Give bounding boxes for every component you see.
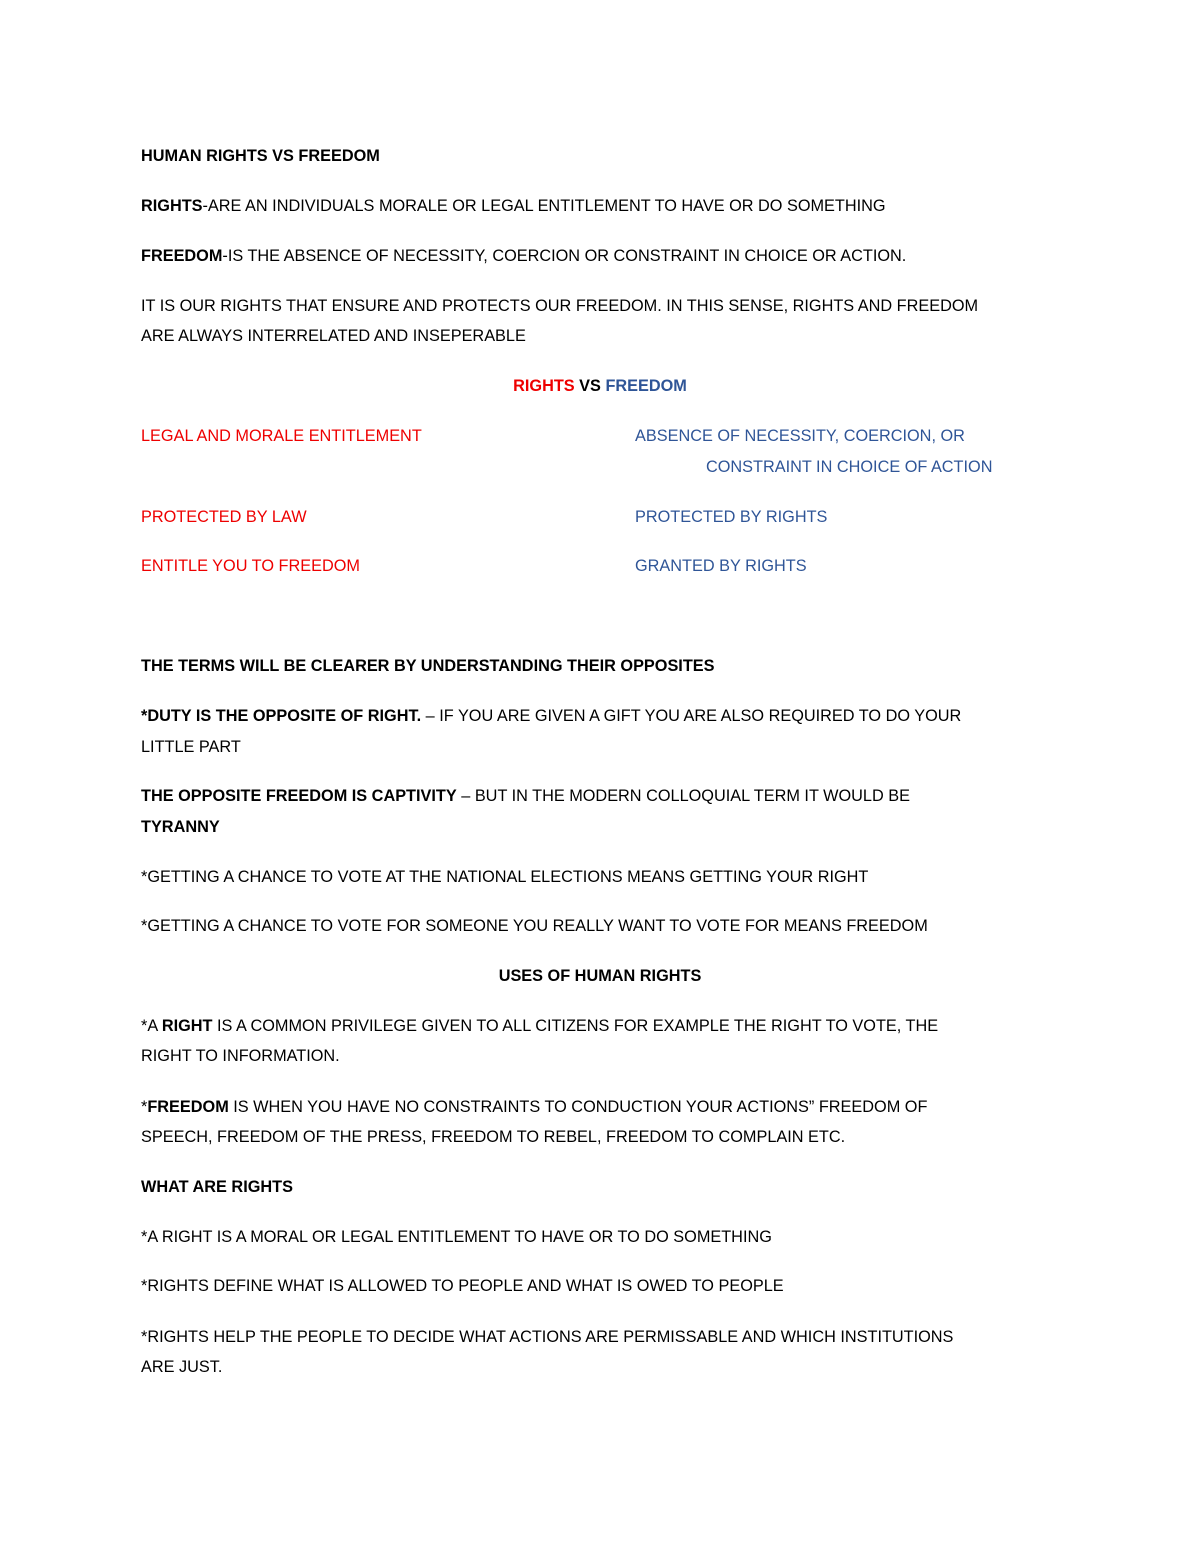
intro-paragraph-line-1: IT IS OUR RIGHTS THAT ENSURE AND PROTECTS OUR FREEDOM. IN THIS SENSE, RIGHTS AND FREEDOM [141, 297, 979, 315]
what-are-rights-item-2: *RIGHTS DEFINE WHAT IS ALLOWED TO PEOPLE AND WHAT IS OWED TO PEOPLE [141, 1277, 784, 1295]
intro-paragraph-line-2: ARE ALWAYS INTERRELATED AND INSEPERABLE [141, 327, 526, 345]
captivity-bold: THE OPPOSITE FREEDOM IS CAPTIVITY [141, 787, 457, 805]
rights-term: RIGHTS [141, 197, 203, 215]
comparison-heading [0, 375, 1200, 397]
uses-freedom-bold: FREEDOM [147, 1098, 229, 1116]
what-are-rights-item-3: *RIGHTS HELP THE PEOPLE TO DECIDE WHAT ACTIONS ARE PERMISSABLE AND WHICH INSTITUTIONS [141, 1328, 954, 1346]
opposites-heading: THE TERMS WILL BE CLEARER BY UNDERSTANDING THEIR OPPOSITES [141, 657, 715, 675]
captivity-text: – BUT IN THE MODERN COLLOQUIAL TERM IT WOULD BE [456, 787, 910, 805]
comparison-freedom-row-2: PROTECTED BY RIGHTS [635, 508, 828, 526]
uses-right-pre: *A [141, 1017, 162, 1035]
rights-definition [141, 195, 886, 217]
freedom-definition-text: -IS THE ABSENCE OF NECESSITY, COERCION OR CONSTRAINT IN CHOICE OR ACTION. [222, 247, 907, 265]
what-are-rights-item-1: *A RIGHT IS A MORAL OR LEGAL ENTITLEMENT TO HAVE OR TO DO SOMETHING [141, 1228, 772, 1246]
uses-right-bold: RIGHT [161, 1017, 213, 1035]
comparison-freedom-row-1-cont: CONSTRAINT IN CHOICE OF ACTION [706, 458, 993, 476]
comparison-rights-row-2: PROTECTED BY LAW [141, 508, 307, 526]
document-title: HUMAN RIGHTS VS FREEDOM [141, 147, 380, 165]
duty-paragraph-cont: LITTLE PART [141, 738, 241, 756]
comparison-rights-row-1: LEGAL AND MORALE ENTITLEMENT [141, 427, 422, 445]
what-are-rights-heading: WHAT ARE RIGHTS [141, 1178, 293, 1196]
comparison-rights-row-3: ENTITLE YOU TO FREEDOM [141, 557, 360, 575]
uses-freedom-paragraph [141, 1096, 927, 1118]
duty-text: – IF YOU ARE GIVEN A GIFT YOU ARE ALSO REQUIRED TO DO YOUR [421, 707, 962, 725]
captivity-bold-cont: TYRANNY [141, 818, 220, 836]
uses-heading: USES OF HUMAN RIGHTS [498, 967, 702, 985]
vote-freedom-line: *GETTING A CHANCE TO VOTE FOR SOMEONE YOU REALLY WANT TO VOTE FOR MEANS FREEDOM [141, 917, 928, 935]
captivity-paragraph [141, 785, 910, 807]
duty-bold: *DUTY IS THE OPPOSITE OF RIGHT. [141, 707, 422, 725]
freedom-term: FREEDOM [141, 247, 223, 265]
comparison-freedom-row-3: GRANTED BY RIGHTS [635, 557, 807, 575]
uses-right-text: IS A COMMON PRIVILEGE GIVEN TO ALL CITIZENS FOR EXAMPLE THE RIGHT TO VOTE, THE [212, 1017, 939, 1035]
uses-freedom-paragraph-cont: SPEECH, FREEDOM OF THE PRESS, FREEDOM TO REBEL, FREEDOM TO COMPLAIN ETC. [141, 1128, 846, 1146]
rights-definition-text: -ARE AN INDIVIDUALS MORALE OR LEGAL ENTITLEMENT TO HAVE OR DO SOMETHING [202, 197, 886, 215]
comparison-heading-vs: VS [574, 377, 606, 395]
vote-right-line: *GETTING A CHANCE TO VOTE AT THE NATIONAL ELECTIONS MEANS GETTING YOUR RIGHT [141, 868, 869, 886]
duty-paragraph [141, 705, 961, 727]
uses-freedom-pre: * [141, 1098, 148, 1116]
comparison-heading-rights: RIGHTS [513, 377, 575, 395]
what-are-rights-item-3-cont: ARE JUST. [141, 1358, 223, 1376]
freedom-definition [141, 245, 906, 267]
uses-right-paragraph [141, 1015, 938, 1037]
comparison-freedom-row-1: ABSENCE OF NECESSITY, COERCION, OR [635, 427, 965, 445]
uses-freedom-text: IS WHEN YOU HAVE NO CONSTRAINTS TO CONDUCTION YOUR ACTIONS” FREEDOM OF [228, 1098, 928, 1116]
uses-right-paragraph-cont: RIGHT TO INFORMATION. [141, 1047, 340, 1065]
comparison-heading-freedom: FREEDOM [605, 377, 687, 395]
